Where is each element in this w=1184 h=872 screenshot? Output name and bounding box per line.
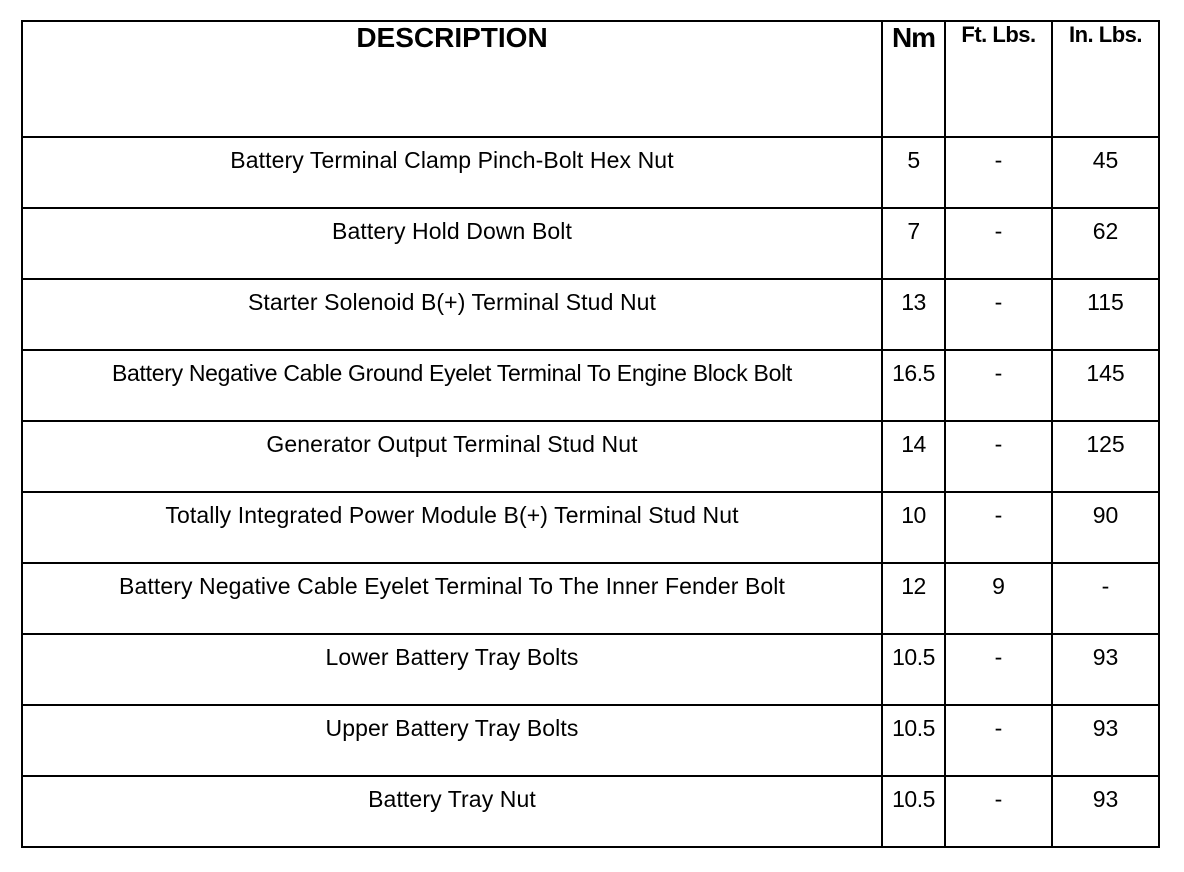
cell-description: Battery Negative Cable Eyelet Terminal To The Inner Fender Bolt [22, 563, 882, 634]
cell-nm: 10.5 [882, 705, 945, 776]
cell-description: Lower Battery Tray Bolts [22, 634, 882, 705]
cell-ft-lbs: - [945, 208, 1052, 279]
cell-ft-lbs: - [945, 634, 1052, 705]
table-row [22, 492, 1159, 563]
cell-in-lbs: 145 [1052, 350, 1159, 421]
cell-description: Generator Output Terminal Stud Nut [22, 421, 882, 492]
cell-in-lbs: 93 [1052, 705, 1159, 776]
header-description: DESCRIPTION [22, 21, 882, 137]
cell-nm: 12 [882, 563, 945, 634]
cell-ft-lbs: 9 [945, 563, 1052, 634]
table-row [22, 279, 1159, 350]
cell-description: Battery Terminal Clamp Pinch-Bolt Hex Nut [22, 137, 882, 208]
cell-description: Battery Hold Down Bolt [22, 208, 882, 279]
cell-ft-lbs: - [945, 350, 1052, 421]
cell-nm: 10 [882, 492, 945, 563]
table-row [22, 776, 1159, 847]
cell-in-lbs: 90 [1052, 492, 1159, 563]
table-row [22, 705, 1159, 776]
table-row [22, 634, 1159, 705]
cell-description: Battery Tray Nut [22, 776, 882, 847]
cell-nm: 5 [882, 137, 945, 208]
table-row [22, 208, 1159, 279]
cell-in-lbs: 45 [1052, 137, 1159, 208]
cell-description: Battery Negative Cable Ground Eyelet Terminal To Engine Block Bolt [22, 350, 882, 421]
table-row [22, 563, 1159, 634]
table-row [22, 350, 1159, 421]
cell-description: Starter Solenoid B(+) Terminal Stud Nut [22, 279, 882, 350]
cell-ft-lbs: - [945, 279, 1052, 350]
cell-in-lbs: 93 [1052, 634, 1159, 705]
cell-nm: 14 [882, 421, 945, 492]
table-row [22, 137, 1159, 208]
cell-in-lbs: 62 [1052, 208, 1159, 279]
cell-nm: 13 [882, 279, 945, 350]
cell-description: Upper Battery Tray Bolts [22, 705, 882, 776]
cell-ft-lbs: - [945, 492, 1052, 563]
torque-spec-table [21, 20, 1160, 848]
cell-ft-lbs: - [945, 705, 1052, 776]
cell-nm: 7 [882, 208, 945, 279]
cell-description: Totally Integrated Power Module B(+) Terminal Stud Nut [22, 492, 882, 563]
header-row [22, 21, 1159, 137]
header-nm: Nm [882, 21, 945, 137]
header-in-lbs: In. Lbs. [1052, 21, 1159, 137]
cell-ft-lbs: - [945, 776, 1052, 847]
cell-in-lbs: 125 [1052, 421, 1159, 492]
cell-ft-lbs: - [945, 137, 1052, 208]
table-row [22, 421, 1159, 492]
cell-in-lbs: 93 [1052, 776, 1159, 847]
header-ft-lbs: Ft. Lbs. [945, 21, 1052, 137]
cell-ft-lbs: - [945, 421, 1052, 492]
cell-nm: 10.5 [882, 776, 945, 847]
cell-nm: 10.5 [882, 634, 945, 705]
cell-in-lbs: - [1052, 563, 1159, 634]
cell-nm: 16.5 [882, 350, 945, 421]
cell-in-lbs: 115 [1052, 279, 1159, 350]
